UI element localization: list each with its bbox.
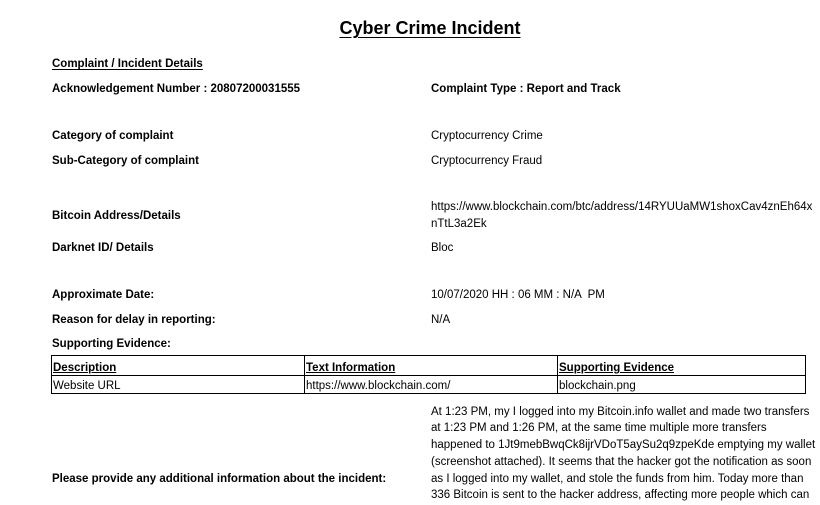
bitcoin-value-line1: https://www.blockchain.com/btc/address/14RYUUaMW1shoxCav4znEh64x	[431, 201, 813, 213]
header-description: Description	[52, 356, 305, 376]
row-supporting-evidence: blockchain.png	[558, 376, 806, 394]
approx-date-value: 10/07/2020 HH : 06 MM : N/A PM	[431, 289, 605, 301]
table-header-row	[52, 356, 806, 376]
complaint-type-value: Report and Track	[526, 83, 621, 95]
additional-info-line-5: as I logged into my wallet, and stole the funds from him. Today more than	[431, 473, 804, 485]
approx-date-label: Approximate Date:	[52, 289, 155, 301]
acknowledgement-label: Acknowledgement Number :	[52, 83, 208, 95]
additional-info-line-3: happened to 1Jt9mebBwqCk8ijrVDoT5aySu2q9zpeKde emptying my wallet	[431, 439, 816, 451]
sub-category-value: Cryptocurrency Fraud	[431, 155, 543, 167]
row-description: Website URL	[52, 376, 305, 394]
document-title-text: Cyber Crime Incident	[339, 18, 521, 38]
additional-info-label: Please provide any additional information about the incident:	[52, 473, 387, 485]
additional-info-line-2: at 1:23 PM and 1:26 PM, at the same time multiple more transfers	[431, 422, 767, 434]
header-supporting-evidence: Supporting Evidence	[558, 356, 806, 376]
bitcoin-label: Bitcoin Address/Details	[52, 210, 181, 222]
additional-info-line-1: At 1:23 PM, my I logged into my Bitcoin.info wallet and made two transfers	[431, 406, 810, 418]
darknet-label: Darknet ID/ Details	[52, 242, 154, 254]
category-label: Category of complaint	[52, 130, 174, 142]
table-row	[52, 376, 806, 394]
row-text-information: https://www.blockchain.com/	[305, 376, 558, 394]
acknowledgement-row	[52, 83, 300, 95]
delay-reason-label: Reason for delay in reporting:	[52, 314, 216, 326]
acknowledgement-value: 20807200031555	[210, 83, 301, 95]
sub-category-label: Sub-Category of complaint	[52, 155, 199, 167]
additional-info-line-4: (screenshot attached). It seems that the hacker got the notification as soon	[431, 456, 812, 468]
category-value: Cryptocurrency Crime	[431, 130, 543, 142]
section-heading: Complaint / Incident Details	[52, 58, 203, 70]
evidence-table	[51, 355, 806, 394]
complaint-type-row	[431, 83, 621, 95]
header-text-information: Text Information	[305, 356, 558, 376]
document-title	[0, 18, 820, 39]
complaint-type-label: Complaint Type :	[431, 83, 524, 95]
bitcoin-value-line2: nTtL3a2Ek	[431, 218, 487, 230]
delay-reason-value: N/A	[431, 314, 451, 326]
supporting-evidence-label: Supporting Evidence:	[52, 338, 171, 350]
darknet-value: Bloc	[431, 242, 454, 254]
additional-info-line-6: 336 Bitcoin is sent to the hacker address, affecting more people which can	[431, 489, 810, 501]
